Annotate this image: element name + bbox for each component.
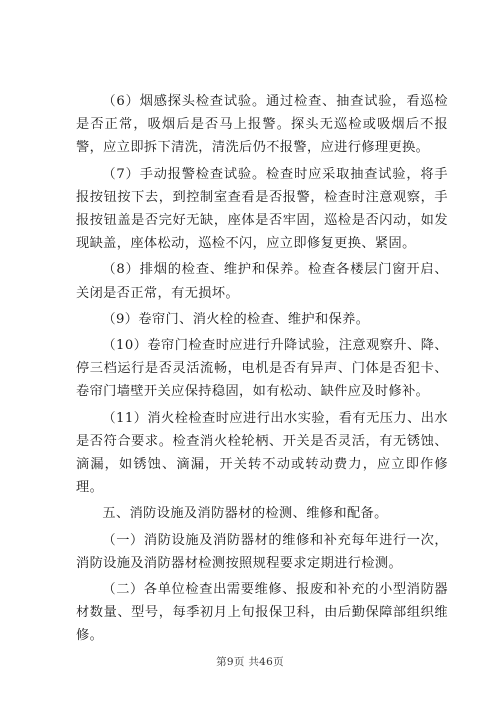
document-body (76, 90, 448, 651)
paragraph-smoke-exhaust-maintenance: （8）排烟的检查、维护和保养。检查各楼层门窗开启、关闭是否正常，有无损坏。 (76, 262, 448, 301)
page-number-footer: 第9页 共46页 (216, 656, 284, 668)
paragraph-quarterly-report: （二）各单位检查出需要维修、报废和补充的小型消防器材数量、型号，每季初月上旬报保卫科，由后勤保障部组织维修。 (76, 582, 448, 644)
paragraph-smoke-detector-test: （6）烟感探头检查试验。通过检查、抽查试验，看巡检是否正常，吸烟后是否马上报警。探头无巡检或吸烟后不报警，应立即拆下清洗，清洗后仍不报警，应进行修理更换。 (76, 94, 448, 156)
paragraph-shutter-hydrant-maintenance: （9）卷帘门、消火栓的检查、维护和保养。 (102, 311, 370, 327)
section-heading-equipment: 五、消防设施及消防器材的检测、维修和配备。 (102, 506, 388, 522)
paragraph-annual-maintenance: （一）消防设施及消防器材的维修和补充每年进行一次，消防设施及消防器材检测按照规程要求定期进行检测。 (76, 532, 448, 571)
paragraph-hydrant-test: （11）消火栓检查时应进行出水实验，看有无压力、出水是否符合要求。检查消火栓轮柄、开关是否灵活，有无锈蚀、滴漏，如锈蚀、滴漏，开关转不动或转动费力，应立即作修理。 (76, 410, 448, 496)
paragraph-shutter-door-test: （10）卷帘门检查时应进行升降试验，注意观察升、降、停三档运行是否灵活流畅，电机是否有异声、门体是否犯卡、卷帘门墙壁开关应保持稳固，如有松动、缺件应及时修补。 (76, 338, 448, 400)
paragraph-manual-alarm-test: （7）手动报警检查试验。检查时应采取抽查试验，将手报按钮按下去，到控制室查看是否报警，检查时注意观察，手报按钮盖是否完好无缺，座体是否牢固，巡检是否闪动，如发现缺盖，座体松动，巡检不闪，应立即修复更换、紧固。 (76, 166, 448, 252)
